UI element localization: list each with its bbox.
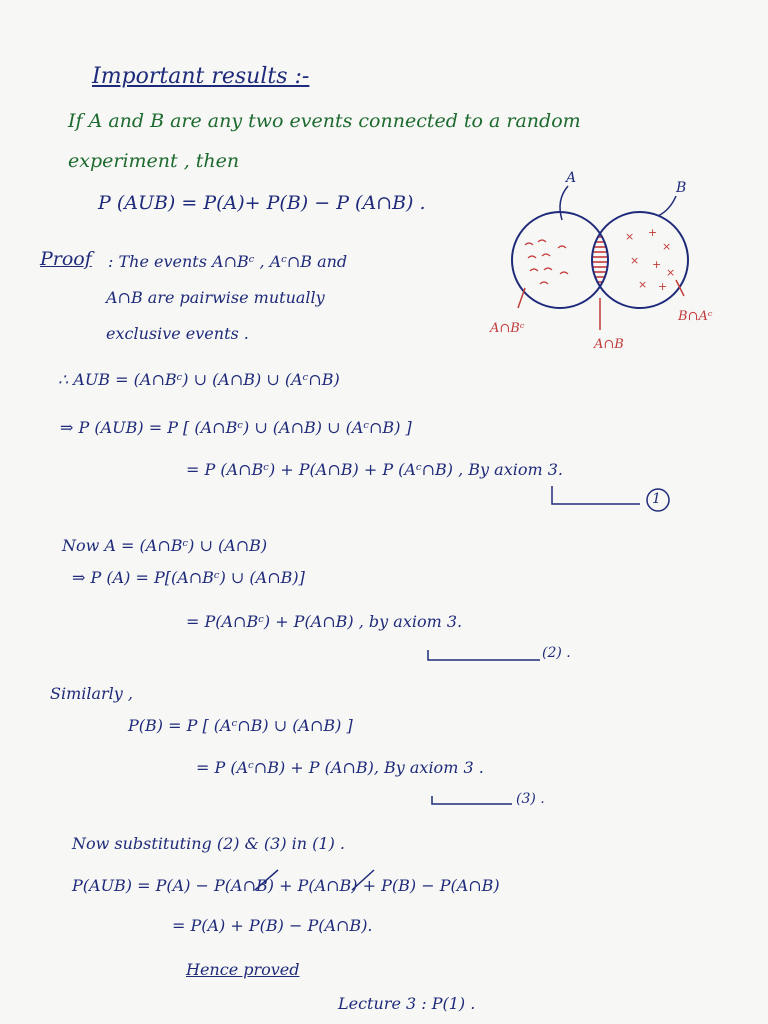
step-2-expansion: = P(A∩Bᶜ) + P(A∩B) , by axiom 3. (186, 612, 463, 631)
union-formula: P (AUB) = P(A)+ P(B) − P (A∩B) . (98, 192, 426, 214)
label-a: A (566, 170, 577, 186)
proof-label: Proof (40, 248, 92, 270)
equation-ref-1: 1 (652, 491, 661, 507)
step-1-probability: ⇒ P (AUB) = P [ (A∩Bᶜ) ∪ (A∩B) ∪ (Aᶜ∩B) ] (60, 418, 412, 437)
proof-line-2: A∩B are pairwise mutually (106, 288, 325, 307)
similarly-label: Similarly , (50, 684, 133, 703)
step-2-set: Now A = (A∩Bᶜ) ∪ (A∩B) (62, 536, 268, 555)
svg-text:×: × (625, 230, 635, 243)
equation-ref-3: (3) . (516, 791, 545, 807)
intro-line-1: If A and B are any two events connected to a random (68, 110, 581, 132)
svg-text:+: + (658, 280, 668, 293)
step-1-expansion: = P (A∩Bᶜ) + P(A∩B) + P (Aᶜ∩B) , By axiom 3. (186, 460, 563, 479)
proof-line-1: : The events A∩Bᶜ , Aᶜ∩B and (108, 252, 348, 271)
svg-text:+: + (652, 258, 662, 271)
label-a-not-b: A∩Bᶜ (490, 321, 525, 336)
hence-proved: Hence proved (186, 960, 300, 979)
cancel-stroke-1 (255, 870, 278, 890)
intro-line-2: experiment , then (68, 150, 240, 172)
circle-ref-1 (647, 489, 669, 511)
svg-text:×: × (666, 266, 676, 279)
step-1-union: ∴ AUB = (A∩Bᶜ) ∪ (A∩B) ∪ (Aᶜ∩B) (58, 370, 340, 389)
proof-line-3: exclusive events . (106, 324, 249, 343)
cancel-stroke-2 (352, 870, 374, 890)
equation-ref-2: (2) . (542, 645, 571, 661)
final-result: = P(A) + P(B) − P(A∩B). (172, 916, 373, 935)
step-3-probability: P(B) = P [ (Aᶜ∩B) ∪ (A∩B) ] (128, 716, 353, 735)
label-b-not-a: B∩Aᶜ (678, 309, 713, 324)
svg-text:×: × (638, 278, 648, 291)
bracket-ref-2 (428, 650, 540, 660)
step-2-probability: ⇒ P (A) = P[(A∩Bᶜ) ∪ (A∩B)] (72, 568, 305, 587)
step-3-expansion: = P (Aᶜ∩B) + P (A∩B), By axiom 3 . (196, 758, 484, 777)
svg-text:+: + (648, 226, 658, 239)
svg-text:×: × (662, 240, 672, 253)
bracket-ref-1 (552, 486, 640, 504)
bracket-ref-3 (432, 796, 512, 804)
substitution-intro: Now substituting (2) & (3) in (1) . (72, 834, 346, 853)
svg-text:×: × (630, 254, 640, 267)
page-title: Important results :- (92, 64, 310, 89)
label-a-and-b: A∩B (594, 337, 624, 350)
lecture-footer: Lecture 3 : P(1) . (338, 994, 476, 1013)
substitution-line: P(AUB) = P(A) − P(A∩B) + P(A∩B) + P(B) − P(A∩B) (72, 876, 500, 895)
label-b: B (676, 180, 687, 196)
